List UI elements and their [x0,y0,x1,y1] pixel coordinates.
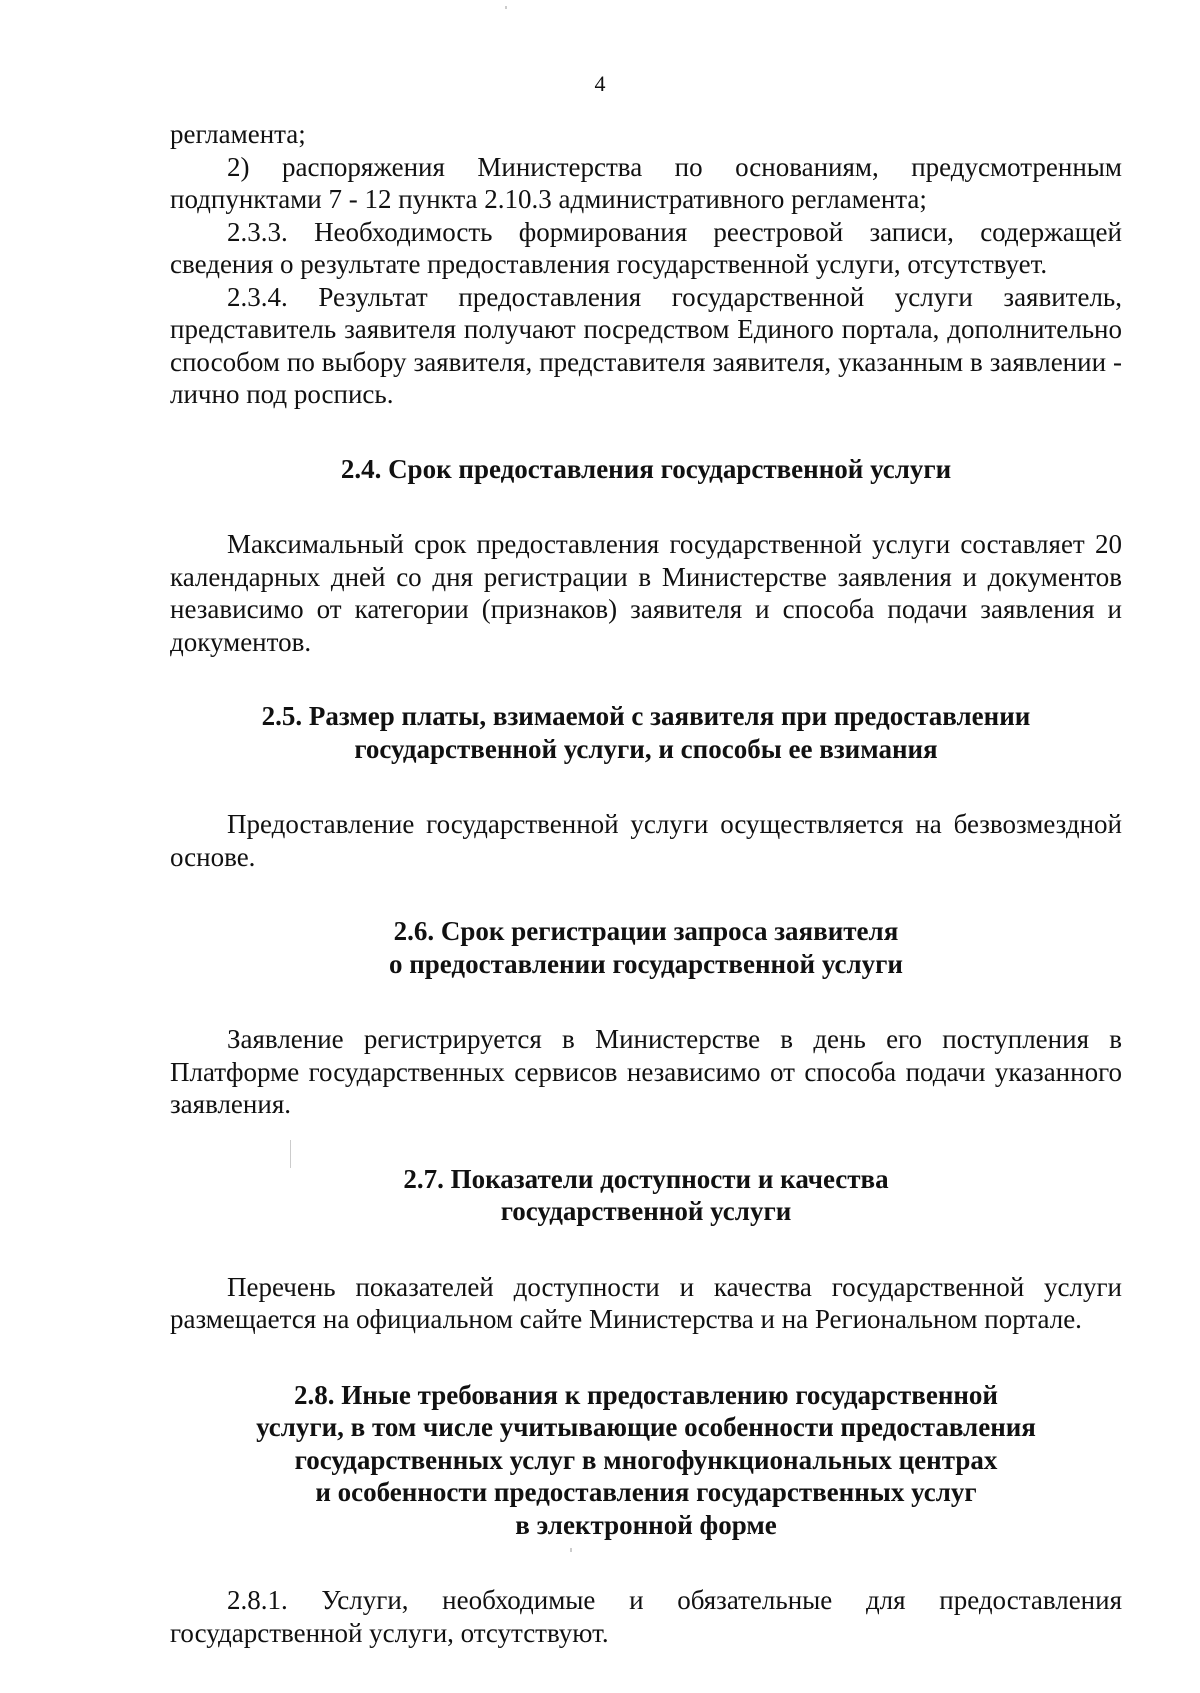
section-heading-2-4 [170,453,1122,486]
scan-speck [505,6,507,9]
paragraph-max-term: Максимальный срок предоставления государственной услуги составляет 20 календарных дней со дня регистрации в Министерстве заявления и документов независимо от категории (признаков) заявителя и способа подачи заявления и документов. [170,529,1122,657]
section-heading-2-5 [170,700,1122,765]
heading-line: и особенности предоставления государственных услуг [315,1477,977,1507]
heading-line: в электронной форме [515,1509,777,1540]
heading-line: 2.7. Показатели доступности и качества [403,1163,889,1194]
page-number: 4 [594,71,606,96]
paragraph-indicators: Перечень показателей доступности и качества государственной услуги размещается на официальном сайте Министерства и на Региональном портале. [170,1271,1122,1334]
heading-line: 2.6. Срок регистрации запроса заявителя [393,916,899,946]
paragraph-2-3-4: 2.3.4. Результат предоставления государственной услуги заявитель, представитель заявителя получают посредством Единого портала, дополнительно способом по выбору заявителя, представителя заявителя, указанным в заявлении - лично под роспись. [170,281,1122,409]
paragraph-free-of-charge: Предоставление государственной услуги осуществляется на безвозмездной основе. [170,809,1122,872]
scan-speck [290,1140,291,1168]
paragraph-2-3-3: 2.3.3. Необходимость формирования реестровой записи, содержащей сведения о результате предоставления государственной услуги, отсутствует. [170,216,1122,279]
heading-line: государственной услуги, и способы ее взимания [354,733,938,764]
document-body [170,118,1122,1649]
section-heading-2-6 [170,915,1122,980]
paragraph-2-8-1: 2.8.1. Услуги, необходимые и обязательные для предоставления государственной услуги, отсутствуют. [170,1585,1122,1648]
heading-line: государственных услуг в многофункциональных центрах [294,1444,998,1475]
heading-line: 2.4. Срок предоставления государственной услуги [340,453,952,484]
section-heading-2-8 [170,1379,1122,1542]
heading-line: 2.5. Размер платы, взимаемой с заявителя при предоставлении [261,701,1031,731]
paragraph-continuation: регламента; [170,119,306,149]
heading-line: услуги, в том числе учитывающие особенности предоставления [256,1412,1036,1442]
paragraph-item-2: 2) распоряжения Министерства по основаниям, предусмотренным подпунктами 7 - 12 пункта 2.10.3 административного регламента; [170,151,1122,214]
heading-line: о предоставлении государственной услуги [388,948,903,979]
scan-speck [570,1548,572,1552]
heading-line: 2.8. Иные требования к предоставлению государственной [293,1379,998,1410]
paragraph-registration: Заявление регистрируется в Министерстве в день его поступления в Платформе государственных сервисов независимо от способа подачи указанного заявления. [170,1024,1122,1119]
section-heading-2-7 [170,1163,1122,1228]
heading-line: государственной услуги [500,1196,792,1226]
